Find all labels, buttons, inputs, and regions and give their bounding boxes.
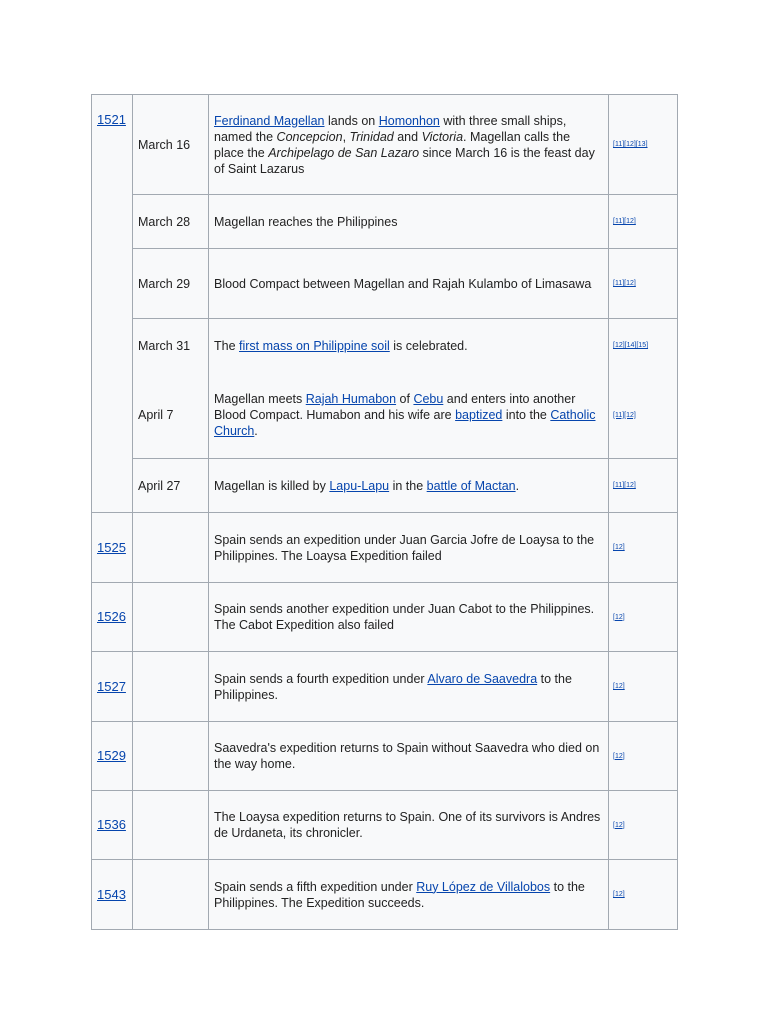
reference-cell: [609, 95, 678, 195]
event-text: Spain sends a fourth expedition under: [214, 671, 428, 686]
event-text: Blood Compact between Magellan and Rajah Kulambo of Limasawa: [214, 276, 592, 291]
citation-link[interactable]: [11][12]: [613, 280, 636, 287]
date-cell: [133, 513, 209, 583]
event-text: of: [396, 392, 414, 407]
reference-cell: [609, 652, 678, 722]
date-cell: April 7: [133, 373, 209, 459]
year-link[interactable]: 1521: [97, 112, 126, 127]
citation-link[interactable]: [12]: [613, 544, 625, 551]
event-link[interactable]: first mass on Philippine soil: [239, 338, 390, 353]
event-cell: [209, 459, 609, 513]
italic-text: Victoria: [421, 129, 464, 144]
citation-link[interactable]: [12]: [613, 891, 625, 898]
event-text: and enters into another Blood Compact. Humabon and his wife are: [214, 392, 576, 423]
event-text: Saavedra's expedition returns to Spain without Saavedra who died on the way home.: [214, 741, 600, 771]
event-text: Magellan reaches the Philippines: [214, 214, 398, 229]
year-cell: [92, 95, 133, 513]
event-cell: [209, 791, 609, 860]
event-text: and: [393, 129, 422, 144]
year-cell: [92, 513, 133, 583]
event-text: into the: [502, 408, 551, 423]
event-link[interactable]: Alvaro de Saavedra: [427, 671, 538, 686]
year-link[interactable]: 1536: [97, 817, 126, 832]
event-link[interactable]: baptized: [455, 408, 503, 423]
citation-link[interactable]: [12]: [613, 683, 625, 690]
table-row: [92, 583, 678, 652]
citation-link[interactable]: [12]: [613, 752, 625, 760]
table-row: [92, 373, 678, 459]
italic-text: Trinidad: [349, 129, 394, 144]
timeline-table: [91, 94, 678, 930]
citation-link[interactable]: [12]: [613, 821, 625, 829]
reference-cell: [609, 373, 678, 459]
reference-cell: [609, 249, 678, 319]
event-cell: [209, 195, 609, 249]
citation-link[interactable]: [12]: [613, 613, 625, 621]
year-cell: [92, 722, 133, 791]
event-text: Magellan is killed by: [214, 478, 330, 493]
event-text: in the: [389, 478, 427, 493]
year-link[interactable]: 1527: [97, 678, 126, 694]
table-row: [92, 195, 678, 249]
event-link[interactable]: Lapu-Lapu: [329, 478, 390, 493]
year-cell: [92, 791, 133, 860]
reference-cell: [609, 860, 678, 930]
table-row: [92, 791, 678, 860]
event-text: .: [515, 478, 520, 493]
event-cell: [209, 860, 609, 930]
citation-link[interactable]: [11][12][13]: [613, 141, 648, 148]
event-text: Spain sends an expedition under Juan Garcia Jofre de Loaysa to the Philippines. The Loaysa Expedition failed: [214, 532, 595, 563]
event-text: ,: [342, 129, 350, 144]
timeline-body: [92, 95, 678, 930]
table-row: [92, 249, 678, 319]
table-row: [92, 860, 678, 930]
event-cell: [209, 319, 609, 373]
date-cell: [133, 791, 209, 860]
table-row: [92, 459, 678, 513]
year-link[interactable]: 1526: [97, 609, 126, 624]
event-text: Spain sends another expedition under Juan Cabot to the Philippines. The Cabot Expedition also failed: [214, 602, 595, 632]
event-text: Magellan meets: [214, 392, 306, 407]
event-link[interactable]: Ruy López de Villalobos: [416, 879, 551, 894]
event-text: The: [214, 338, 240, 353]
citation-link[interactable]: [11][12]: [613, 411, 636, 419]
event-cell: [209, 513, 609, 583]
event-text: since March 16 is the feast day of Saint Lazarus: [214, 145, 595, 176]
table-row: [92, 95, 678, 195]
date-cell: March 16: [133, 95, 209, 195]
event-text: . Magellan calls the place the: [214, 129, 571, 160]
event-link[interactable]: battle of Mactan: [426, 478, 516, 493]
reference-cell: [609, 459, 678, 513]
table-row: [92, 513, 678, 583]
event-link[interactable]: Catholic Church: [214, 408, 596, 439]
table-row: [92, 652, 678, 722]
reference-cell: [609, 583, 678, 652]
event-link[interactable]: Homonhon: [378, 113, 440, 128]
event-text: is celebrated.: [389, 338, 468, 353]
reference-cell: [609, 195, 678, 249]
event-text: with three small ships, named the: [214, 113, 567, 144]
event-text: Spain sends a fifth expedition under: [214, 879, 417, 894]
year-cell: [92, 583, 133, 652]
date-cell: March 28: [133, 195, 209, 249]
event-link[interactable]: Cebu: [413, 392, 444, 407]
event-cell: [209, 95, 609, 195]
event-text: .: [254, 424, 258, 439]
event-cell: [209, 373, 609, 459]
year-cell: [92, 652, 133, 722]
reference-cell: [609, 791, 678, 860]
event-text: to the Philippines. The Expedition succeeds.: [214, 879, 585, 910]
event-cell: [209, 249, 609, 319]
date-cell: [133, 860, 209, 930]
event-text: lands on: [324, 113, 379, 128]
date-cell: April 27: [133, 459, 209, 513]
event-cell: [209, 722, 609, 791]
italic-text: Concepcion: [276, 129, 343, 144]
table-row: [92, 319, 678, 373]
year-link[interactable]: 1529: [97, 748, 126, 763]
reference-cell: [609, 722, 678, 791]
date-cell: [133, 722, 209, 791]
date-cell: [133, 652, 209, 722]
italic-text: Archipelago de San Lazaro: [268, 145, 420, 160]
event-text: The Loaysa expedition returns to Spain. One of its survivors is Andres de Urdaneta, its chronicler.: [214, 810, 601, 840]
citation-link[interactable]: [12][14][15]: [613, 342, 649, 350]
reference-cell: [609, 319, 678, 373]
date-cell: March 31: [133, 319, 209, 373]
event-link[interactable]: Rajah Humabon: [305, 392, 397, 407]
table-row: [92, 722, 678, 791]
date-cell: [133, 583, 209, 652]
year-link[interactable]: 1525: [97, 539, 126, 555]
citation-link[interactable]: [11][12]: [613, 218, 636, 225]
date-cell: March 29: [133, 249, 209, 319]
year-cell: [92, 860, 133, 930]
year-link[interactable]: 1543: [97, 886, 126, 902]
event-link[interactable]: Ferdinand Magellan: [214, 113, 325, 128]
event-cell: [209, 652, 609, 722]
citation-link[interactable]: [11][12]: [613, 482, 636, 489]
event-cell: [209, 583, 609, 652]
event-text: to the Philippines.: [214, 671, 572, 702]
reference-cell: [609, 513, 678, 583]
